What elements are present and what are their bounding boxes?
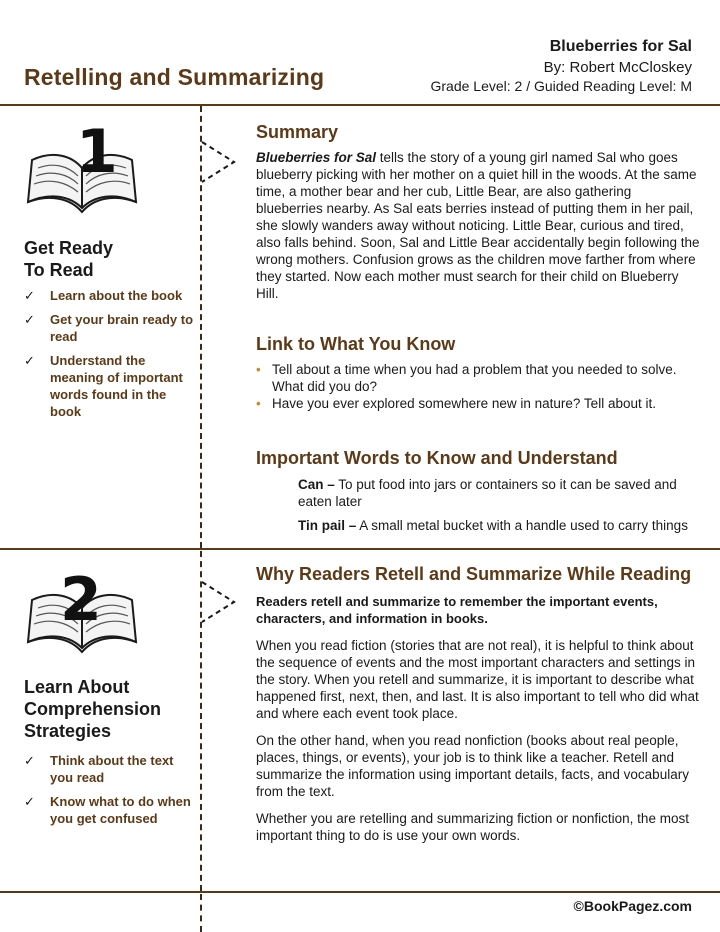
why-paragraph: On the other hand, when you read nonfiction (books about real people, places, things, or events), your job is to think like a teacher. Retell and summarize the information using important details, facts, and vocabulary from the text. [256, 733, 689, 799]
open-book-icon [24, 120, 140, 216]
summary-text: Blueberries for Sal tells the story of a young girl named Sal who goes blueberry picking with her mother on a quiet hill in the woods. At the same time, a mother bear and her cub, Little Bear, are also gathering blueberries nearby. As Sal eats berries instead of putting them in her pail, she slowly wanders away without noticing. Little Bear, curious and tired, also falls behind. Soon, Sal and Little Bear accidentally begin following the wrong mothers. Confusion grows as the children move farther from where they started. Now each mother must search for their child on Blueberry Hill. [256, 150, 700, 301]
list-item: ✓ Understand the meaning of important words found in the book [24, 353, 183, 419]
step1-heading: Get Ready To Read [24, 238, 114, 280]
section-divider [0, 548, 720, 550]
list-item: ✓ Learn about the book [24, 288, 183, 303]
words-heading: Important Words to Know and Understand [256, 448, 618, 468]
list-item: • Tell about a time when you had a problem that you needed to solve. What did you do? [256, 362, 677, 394]
list-item: ✓ Think about the text you read [24, 753, 174, 785]
check-icon: ✓ [24, 753, 35, 768]
open-book-icon [24, 560, 140, 656]
why-intro: Readers retell and summarize to remember the important events, characters, and information in books. [256, 594, 658, 626]
vocab-item: Tin pail – A small metal bucket with a handle used to carry things [298, 518, 688, 533]
step2-sidebar [24, 676, 194, 834]
step2-heading: Learn About Comprehension Strategies [24, 677, 162, 741]
step2-checklist [24, 752, 194, 827]
step1-checklist [24, 287, 194, 420]
step-number: 1 [76, 120, 118, 187]
why-paragraph: Whether you are retelling and summarizing fiction or nonfiction, the most important thing to do is use your own words. [256, 811, 689, 843]
link-bullets [256, 361, 700, 412]
why-section [256, 564, 700, 844]
book-author: By: Robert McCloskey [543, 59, 692, 76]
copyright: ©BookPagez.com [573, 898, 692, 914]
check-icon: ✓ [24, 312, 35, 327]
bullet-icon: • [256, 396, 261, 411]
why-paragraph: When you read fiction (stories that are not real), it is helpful to think about the sequence of events and the most important characters and settings in the story. When you retell and summarize, it is important to describe what happened first, next, then, and last. It is also important to tell who did what and where each event took place. [256, 638, 699, 721]
list-item: ✓ Know what to do when you get confused [24, 794, 191, 826]
step-number: 2 [60, 565, 102, 635]
summary-section [256, 122, 700, 302]
grade-level: Grade Level: 2 / Guided Reading Level: M [430, 78, 692, 94]
book-title: Blueberries for Sal [549, 38, 692, 55]
words-section [256, 448, 700, 534]
list-item: ✓ Get your brain ready to read [24, 312, 194, 344]
page-title: Retelling and Summarizing [24, 64, 325, 90]
footer-divider [0, 891, 720, 893]
check-icon: ✓ [24, 288, 35, 303]
link-section [256, 334, 700, 412]
summary-heading: Summary [256, 122, 339, 142]
step1-sidebar [24, 237, 194, 427]
check-icon: ✓ [24, 353, 35, 368]
arrow-icon [200, 140, 240, 184]
header-divider [0, 104, 720, 106]
vocab-item: Can – To put food into jars or containers so it can be saved and eaten later [298, 477, 677, 509]
why-heading: Why Readers Retell and Summarize While Reading [256, 564, 692, 584]
check-icon: ✓ [24, 794, 35, 809]
arrow-icon [200, 580, 240, 624]
link-heading: Link to What You Know [256, 334, 456, 354]
bullet-icon: • [256, 362, 261, 377]
list-item: • Have you ever explored somewhere new in nature? Tell about it. [256, 396, 656, 411]
column-divider-footer [200, 894, 202, 932]
